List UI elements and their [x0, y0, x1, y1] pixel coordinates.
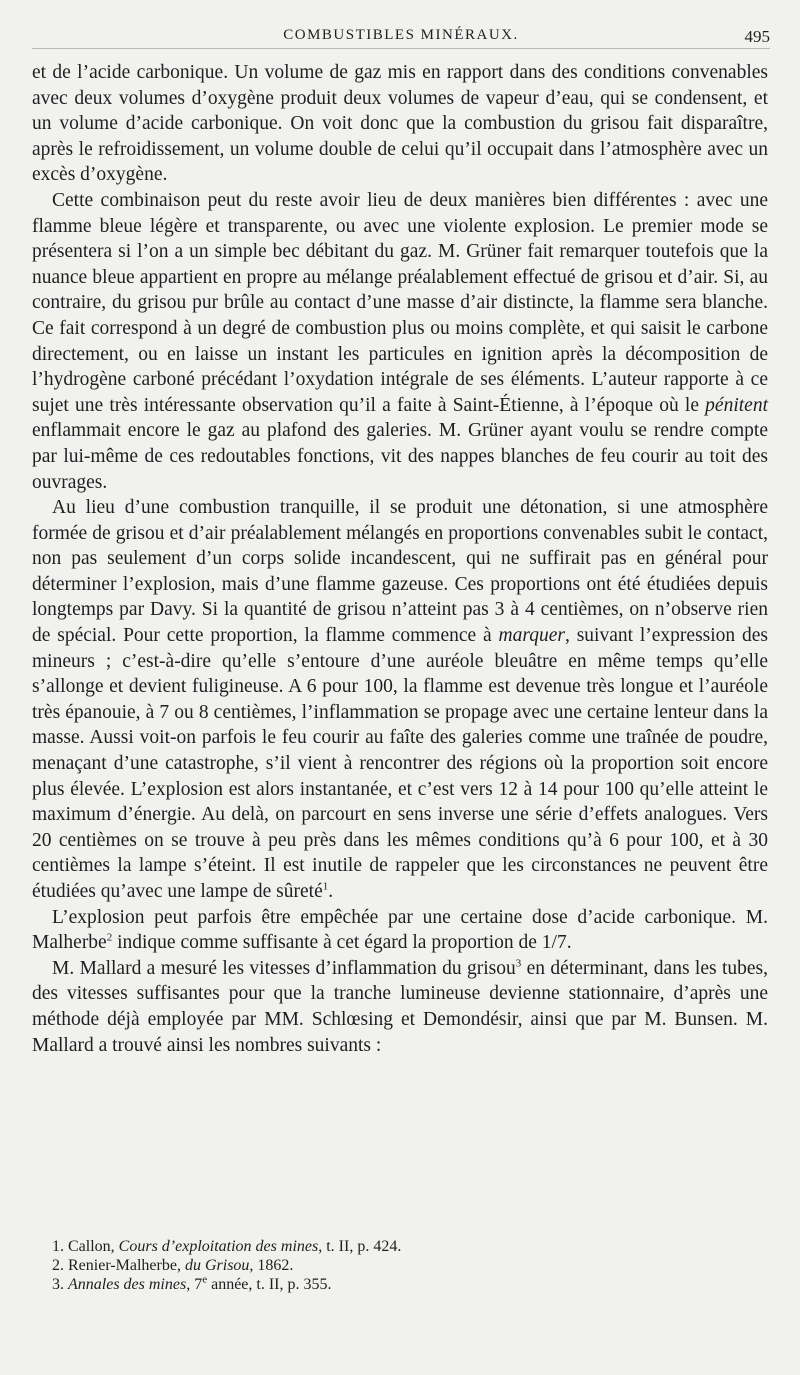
text-run: .	[328, 881, 334, 902]
text-run: indique comme suffisante à cet égard la proportion de 1/7.	[112, 932, 572, 954]
italic-text: marquer	[498, 625, 565, 647]
page-number: 495	[744, 27, 770, 46]
italic-text: Cours d’exploitation des mines	[118, 1238, 319, 1255]
italic-text: pénitent	[705, 394, 768, 416]
text-run: Cette combinaison peut du reste avoir lieu de deux manières bien différentes : avec une flamme bleue légère et transparente, ou avec une violente explosion. Le premier mode se présentera si l’on a un simple bec débitant du gaz. M. Grüner fait remarquer toutefois que la nuance bleue appartient en propre au mélange préalablement effectué de grisou et d’air. Si, au contraire, du grisou pur brûle au contact d’une masse d’air distincte, la flamme sera blanche. Ce fait correspond à un degré de combustion plus ou moins complète, et qui saisit le carbone directement, ou en laisse un instant les particules en ignition après la décomposition de l’hydrogène carboné précédant l’oxydation intégrale de ses éléments. L’auteur rapporte à ce sujet une très intéressante observation qu’il a faite à Saint-Étienne, à l’époque où le	[32, 189, 768, 416]
italic-text: du Grisou	[184, 1257, 250, 1274]
footnote	[32, 1237, 768, 1256]
body-text	[32, 60, 768, 1058]
note-reference: 2	[106, 931, 113, 944]
text-run: , t. II, p. 424.	[318, 1238, 402, 1255]
text-run: enflammait encore le gaz au plafond des galeries. M. Grüner ayant voulu se rendre compte par lui-même de ces redoutables fonctions, vit des nappes blanches de feu courir au toit des ouvrages.	[32, 420, 768, 493]
text-run: en déterminant, dans les tubes, des vitesses suffisantes pour que la tranche lumineuse devienne stationnaire, d’après une méthode déjà employée par MM. Schlœsing et Demondésir, ainsi que par M. Bunsen. M. Mallard a trouvé ainsi les nombres suivants :	[32, 957, 768, 1056]
text-run: , 1862.	[249, 1257, 294, 1274]
page-header	[32, 24, 770, 49]
paragraph	[32, 956, 768, 1058]
text-run: et de l’acide carbonique. Un volume de gaz mis en rapport dans des conditions convenables avec deux volumes d’oxygène produit deux volumes de vapeur d’eau, qui se condensent, et un volume d’acide carbonique. On voit donc que la combustion du grisou fait disparaître, après le refroidissement, un volume double de celui qu’il occupait dans l’atmosphère avec un excès d’oxygène.	[32, 62, 768, 186]
running-title: COMBUSTIBLES MINÉRAUX.	[283, 27, 519, 43]
footnotes	[32, 1237, 768, 1294]
paragraph	[32, 60, 768, 188]
italic-text: Annales des mines	[68, 1276, 187, 1293]
paragraph	[32, 905, 768, 956]
note-reference: 3	[515, 957, 522, 970]
text-run: 2. Renier-Malherbe,	[52, 1257, 185, 1274]
text-run: 1. Callon,	[52, 1238, 119, 1255]
footnote	[32, 1256, 768, 1275]
text-run: 3.	[52, 1276, 68, 1293]
footnote	[32, 1275, 768, 1294]
note-reference: 1	[322, 880, 329, 893]
text-run: Au lieu d’une combustion tranquille, il se produit une détonation, si une atmosphère formée de grisou et d’air préalablement mélangés en proportions convenables subit le contact, non pas seulement d’un corps solide incandescent, qui ne suffirait pas en général pour déterminer l’explosion, mais d’une flamme gazeuse. Ces proportions ont été étudiées depuis longtemps par Davy. Si la quantité de grisou n’atteint pas 3 à 4 centièmes, on n’observe rien de spécial. Pour cette proportion, la flamme commence à	[32, 497, 768, 647]
paragraph	[32, 188, 768, 495]
text-run: , suivant l’expression des mineurs ; c’est-à-dire qu’elle s’entoure d’une auréole bleuâtre en même temps qu’elle s’allonge et devient fuligineuse. A 6 pour 100, la flamme est devenue très longue et l’auréole très épanouie, à 7 ou 8 centièmes, l’inflammation se propage avec une certaine lenteur dans la masse. Aussi voit-on parfois le feu courir au faîte des galeries comme une traînée de poudre, menaçant d’une catastrophe, s’il vient à rencontrer des régions où la proportion soit encore plus élevée. L’explosion est alors instantanée, et c’est vers 12 à 14 pour 100 qu’elle atteint le maximum d’énergie. Au delà, on parcourt en sens inverse une série d’effets analogues. Vers 20 centièmes on se trouve à peu près dans les mêmes conditions qu’à 6 pour 100, et à 30 centièmes la lampe s’éteint. Il est inutile de rappeler que les circonstances ne peuvent être étudiées qu’avec une lampe de sûreté	[32, 625, 768, 902]
text-run: , 7	[186, 1276, 203, 1293]
note-reference: e	[202, 1273, 208, 1286]
text-run: année, t. II, p. 355.	[207, 1276, 332, 1293]
text-run: L’explosion peut parfois être empêchée par une certaine dose d’acide carbonique. M. Malherbe	[32, 906, 768, 954]
text-run: M. Mallard a mesuré les vitesses d’inflammation du grisou	[52, 957, 516, 979]
paragraph	[32, 495, 768, 905]
